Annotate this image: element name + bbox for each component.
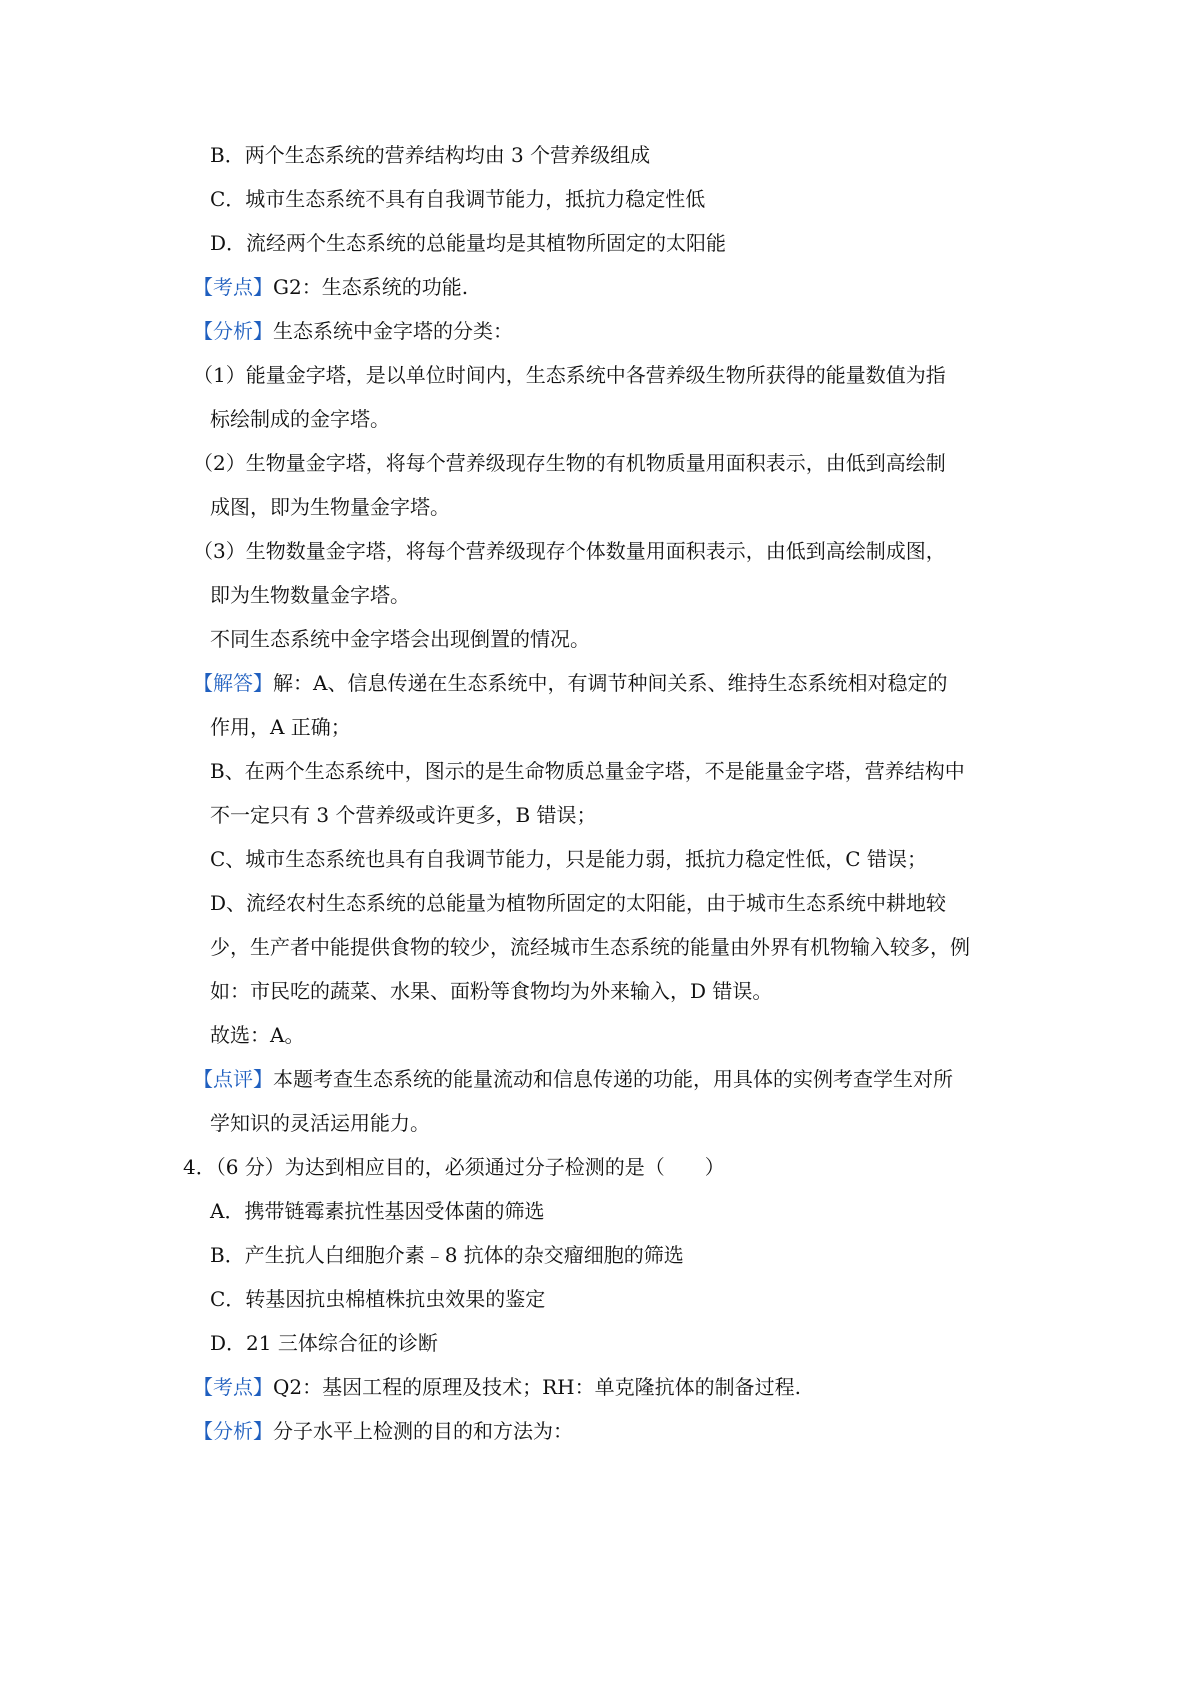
analysis-line: 不同生态系统中金字塔会出现倒置的情况。 — [210, 627, 590, 651]
fenxi-line — [193, 316, 513, 346]
analysis-line: 成图，即为生物量金字塔。 — [210, 495, 450, 519]
option-b: B．两个生态系统的营养结构均由 3 个营养级组成 — [210, 143, 651, 167]
analysis-line: 标绘制成的金字塔。 — [210, 407, 390, 431]
q4-kaodian-text: Q2：基因工程的原理及技术；RH：单克隆抗体的制备过程. — [273, 1375, 801, 1399]
answer-line: B、在两个生态系统中，图示的是生命物质总量金字塔，不是能量金字塔，营养结构中 — [210, 759, 965, 783]
q4-fenxi-line — [193, 1416, 573, 1446]
kaodian-text: G2：生态系统的功能. — [273, 275, 469, 299]
answer-line: D、流经农村生态系统的总能量为植物所固定的太阳能，由于城市生态系统中耕地较 — [210, 891, 947, 915]
analysis-line: （2）生物量金字塔，将每个营养级现存生物的有机物质量用面积表示，由低到高绘制 — [193, 451, 946, 475]
jieda-tag: 【解答】 — [193, 671, 273, 695]
comment-line: 学知识的灵活运用能力。 — [210, 1111, 430, 1135]
fenxi-text: 生态系统中金字塔的分类： — [273, 319, 513, 343]
analysis-line: （1）能量金字塔，是以单位时间内，生态系统中各营养级生物所获得的能量数值为指 — [193, 363, 946, 387]
q4-fenxi-tag: 【分析】 — [193, 1419, 273, 1443]
option-c: C．城市生态系统不具有自我调节能力，抵抗力稳定性低 — [210, 187, 706, 211]
q4-kaodian-tag: 【考点】 — [193, 1375, 273, 1399]
question-4: 4．（6 分）为达到相应目的，必须通过分子检测的是（ ） — [183, 1155, 725, 1179]
analysis-line: 即为生物数量金字塔。 — [210, 583, 410, 607]
answer-line: 作用，A 正确； — [210, 715, 351, 739]
answer-line: 如：市民吃的蔬菜、水果、面粉等食物均为外来输入，D 错误。 — [210, 979, 773, 1003]
q4-fenxi-text: 分子水平上检测的目的和方法为： — [273, 1419, 573, 1443]
q4-option-d: D．21 三体综合征的诊断 — [210, 1331, 438, 1355]
kaodian-tag: 【考点】 — [193, 275, 273, 299]
fenxi-tag: 【分析】 — [193, 319, 273, 343]
jieda-line — [193, 668, 947, 698]
dianping-tag: 【点评】 — [193, 1067, 273, 1091]
q4-kaodian-line — [193, 1372, 801, 1402]
answer-line: 少，生产者中能提供食物的较少，流经城市生态系统的能量由外界有机物输入较多，例 — [210, 935, 970, 959]
kaodian-line — [193, 272, 468, 302]
option-d: D．流经两个生态系统的总能量均是其植物所固定的太阳能 — [210, 231, 727, 255]
answer-line: C、城市生态系统也具有自我调节能力，只是能力弱，抵抗力稳定性低，C 错误； — [210, 847, 927, 871]
answer-line: 不一定只有 3 个营养级或许更多，B 错误； — [210, 803, 597, 827]
q4-option-b: B．产生抗人白细胞介素﹣8 抗体的杂交瘤细胞的筛选 — [210, 1243, 684, 1267]
dianping-text: 本题考查生态系统的能量流动和信息传递的功能，用具体的实例考查学生对所 — [273, 1067, 953, 1091]
jieda-text: 解：A、信息传递在生态系统中，有调节种间关系、维持生态系统相对稳定的 — [273, 671, 948, 695]
analysis-line: （3）生物数量金字塔，将每个营养级现存个体数量用面积表示，由低到高绘制成图， — [193, 539, 946, 563]
q4-option-a: A．携带链霉素抗性基因受体菌的筛选 — [210, 1199, 545, 1223]
answer-choice: 故选：A。 — [210, 1023, 305, 1047]
q4-option-c: C．转基因抗虫棉植株抗虫效果的鉴定 — [210, 1287, 546, 1311]
dianping-line — [193, 1064, 953, 1094]
